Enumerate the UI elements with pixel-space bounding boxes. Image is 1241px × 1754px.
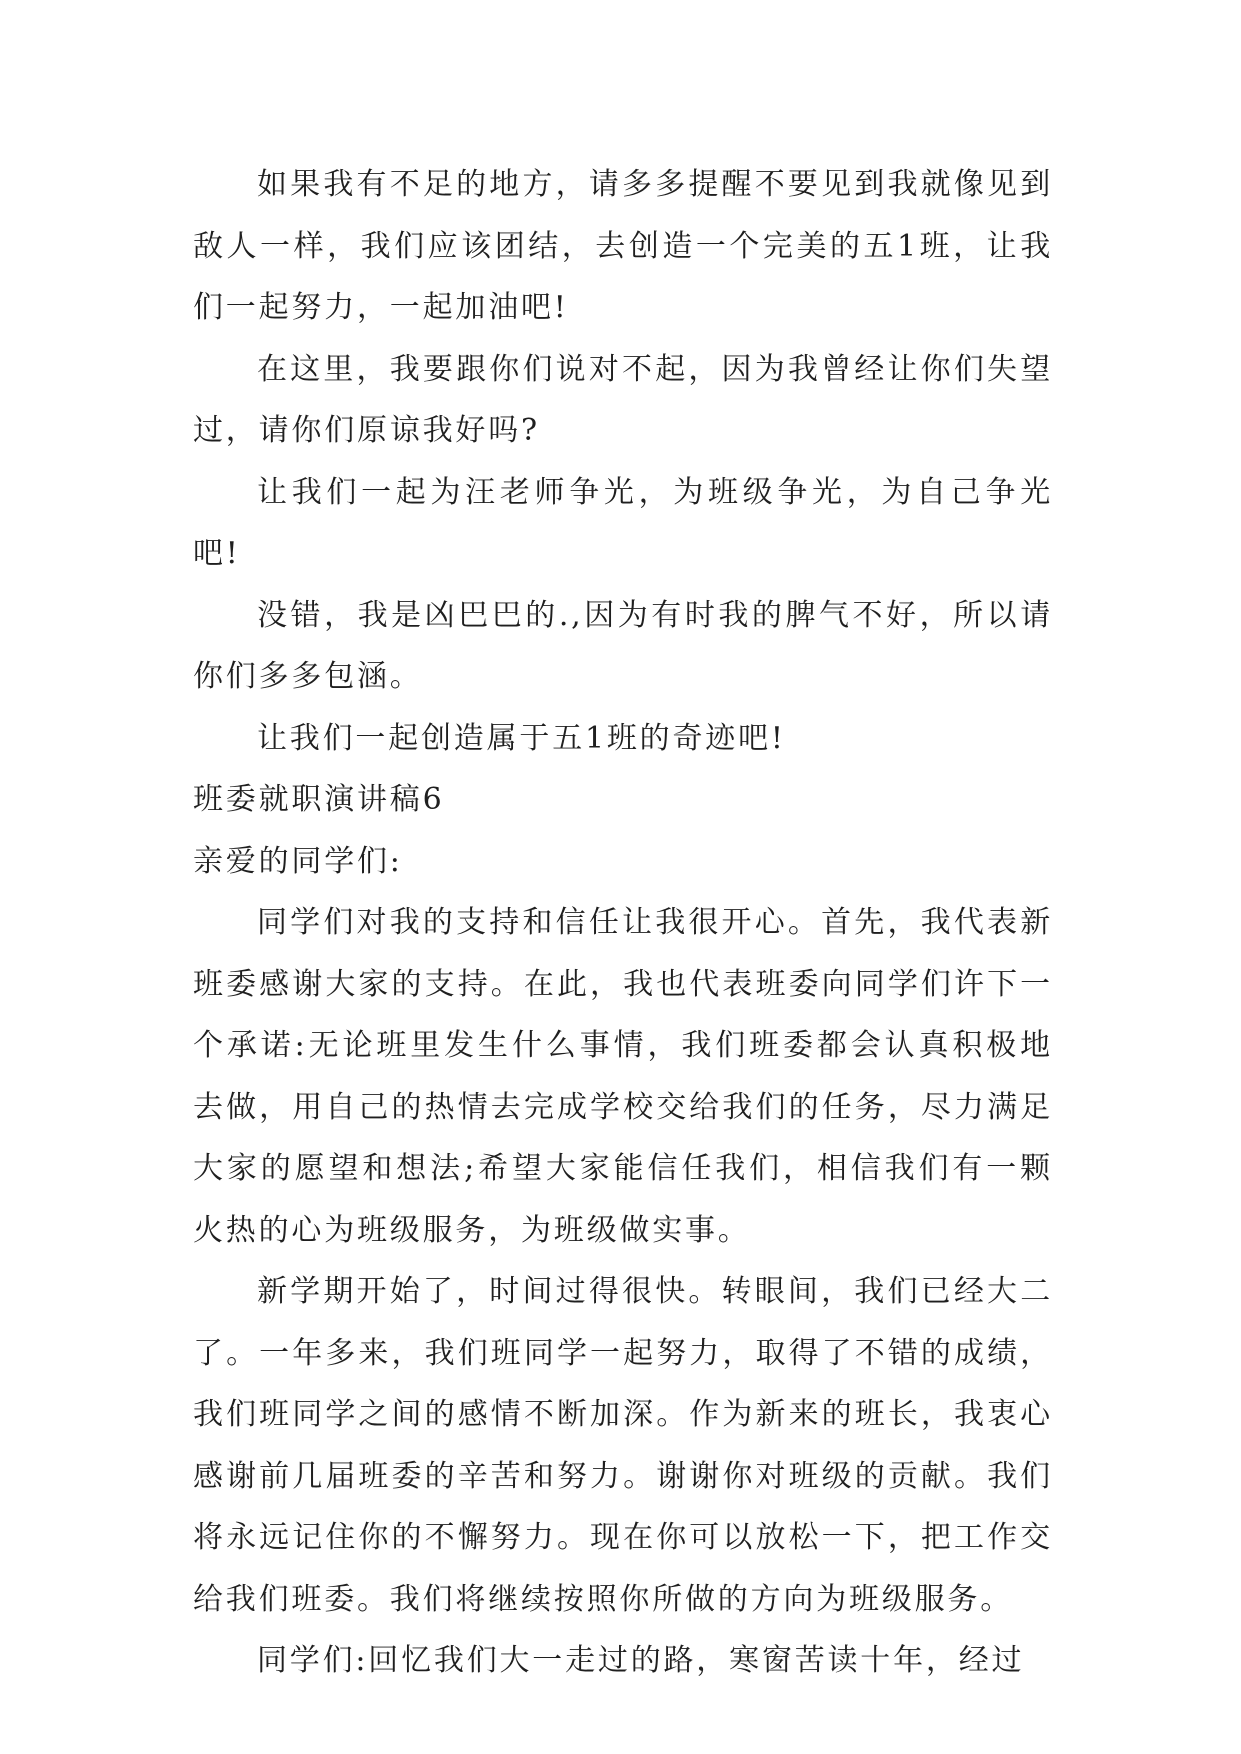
paragraph-temper: 没错，我是凶巴巴的.,因为有时我的脾气不好，所以请你们多多包涵。 xyxy=(193,597,1053,694)
salutation: 亲爱的同学们: xyxy=(193,843,403,879)
paragraph-apology: 在这里，我要跟你们说对不起，因为我曾经让你们失望过，请你们原谅我好吗? xyxy=(193,351,1053,448)
paragraph-miracle: 让我们一起创造属于五1班的奇迹吧! xyxy=(257,720,786,756)
paragraph-recollection: 同学们:回忆我们大一走过的路，寒窗苦读十年，经过 xyxy=(257,1643,1025,1678)
section-title: 班委就职演讲稿6 xyxy=(193,782,445,817)
paragraph-support: 同学们对我的支持和信任让我很开心。首先，我代表新班委感谢大家的支持。在此，我也代表班委向同学们许下一个承诺:无论班里发生什么事情，我们班委都会认真积极地去做，用自己的热情去完成学校交给我们的任务，尽力满足大家的愿望和想法;希望大家能信任我们，相信我们有一颗火热的心为班级服务，为班级做实事。 xyxy=(193,905,1053,1248)
paragraph-honor: 让我们一起为汪老师争光，为班级争光，为自己争光吧! xyxy=(193,474,1053,571)
paragraph-reminder: 如果我有不足的地方，请多多提醒不要见到我就像见到敌人一样，我们应该团结，去创造一个完美的五1班，让我们一起努力，一起加油吧! xyxy=(193,167,1053,325)
document-body xyxy=(193,154,1053,1692)
paragraph-new-semester: 新学期开始了，时间过得很快。转眼间，我们已经大二了。一年多来，我们班同学一起努力，取得了不错的成绩，我们班同学之间的感情不断加深。作为新来的班长，我衷心感谢前几届班委的辛苦和努力。谢谢你对班级的贡献。我们将永远记住你的不懈努力。现在你可以放松一下，把工作交给我们班委。我们将继续按照你所做的方向为班级服务。 xyxy=(193,1274,1053,1617)
